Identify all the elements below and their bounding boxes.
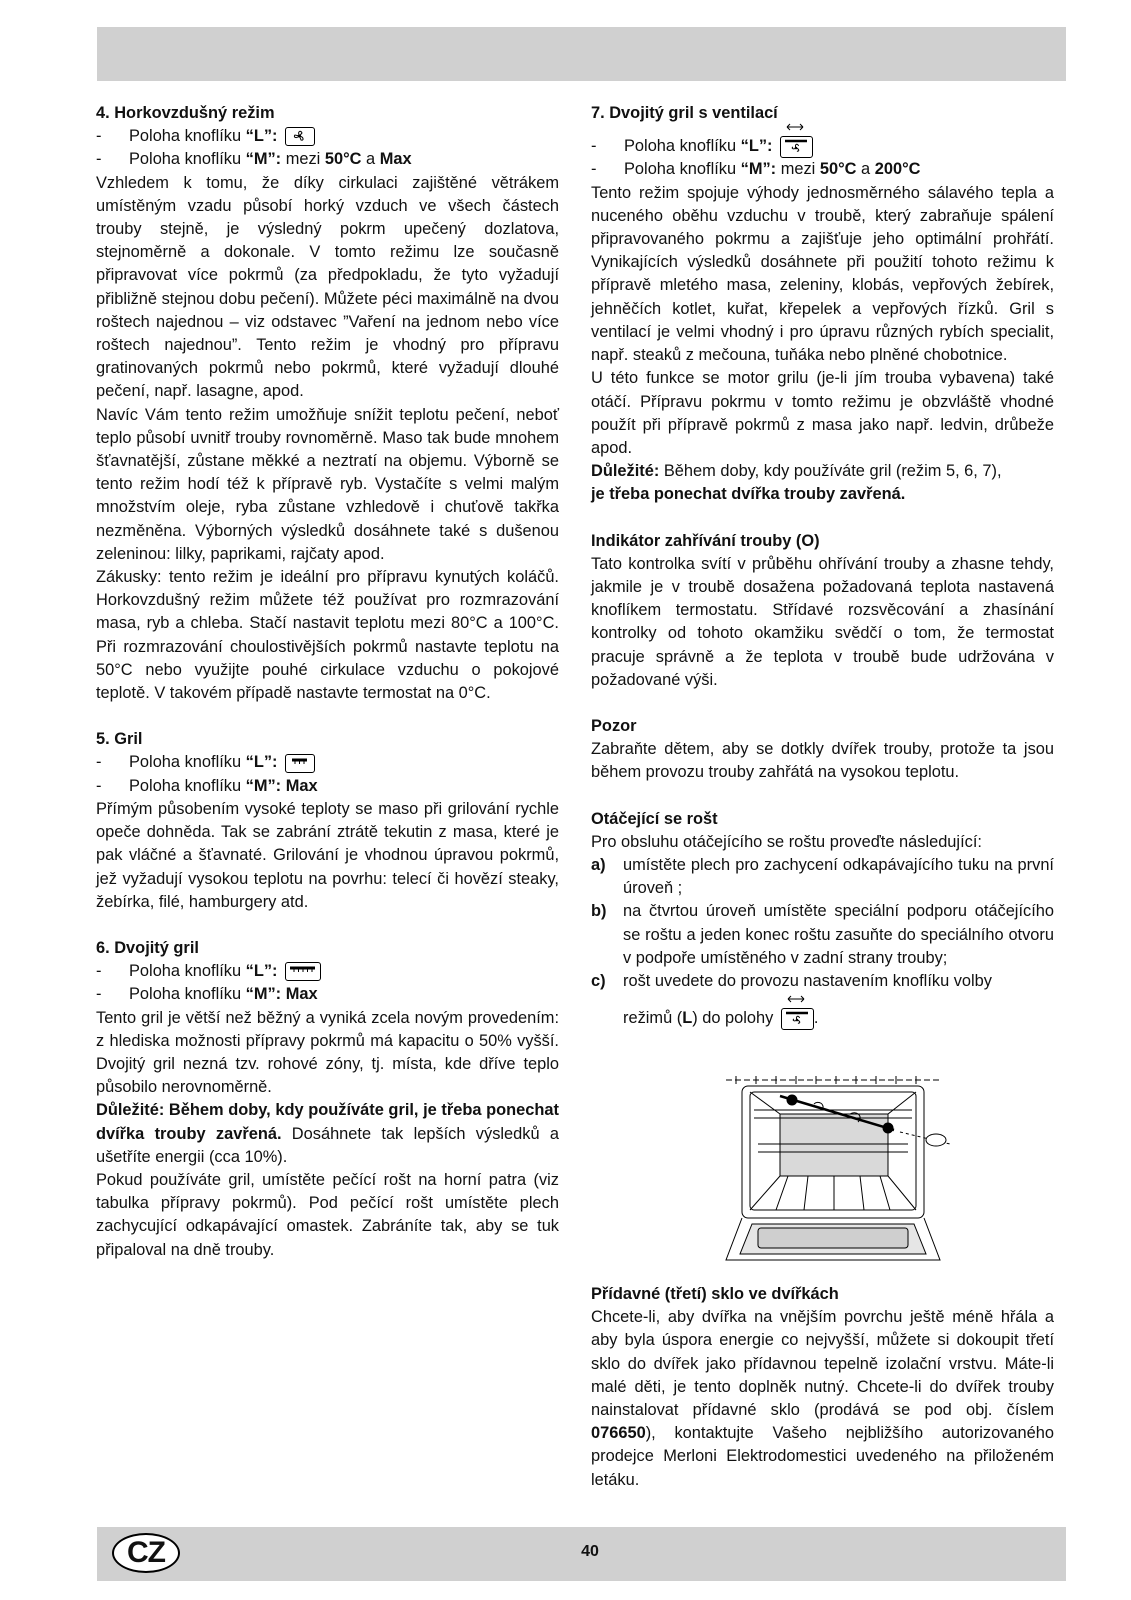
list-item: c) rošt uvedete do provozu nastavením knoflíku volby režimů (L) do polohy . [591, 970, 1054, 1030]
fan-icon [285, 127, 315, 146]
paragraph: Tento gril je větší než běžný a vyniká zcela novým provedením: z hlediska možnosti přípravy pokrmů má kapacitu o 50% vyšší. Dvojitý gril nezná tzv. rohové zóny, tj. místa, kde dříve teplo působilo nerovnoměrně. [96, 1008, 559, 1097]
left-column [96, 102, 559, 1262]
list-item: - Poloha knoflíku “M”: Max [96, 985, 318, 1004]
paragraph: Vzhledem k tomu, že díky cirkulaci zajištěné větrákem umístěným vzadu působí horký vzduch ve všech částech trouby stejně, je výsledný pokrm upečený dozlatova, stejnoměrně a dokonale. V tomto režimu lze současně připravovat více pokrmů (za předpokladu, že tyto vyžadují přibližně stejnou dobu pečení). Můžete péci maximálně na dvou roštech najednou – viz odstavec ”Vaření na jednom nebo více roštech najednou”. Tento režim je vhodný pro přípravu gratinovaných pokrmů nebo pokrmů, které vyžadují dlouhé pečení, např. lasagne, apod. [96, 173, 559, 401]
country-badge: CZ [112, 1533, 180, 1573]
page-number: 40 [581, 1543, 599, 1560]
paragraph: Pro obsluhu otáčejícího se roštu proveďte následující: [591, 832, 982, 851]
section-heading: 7. Dvojitý gril s ventilací [591, 104, 778, 122]
fan-grill-icon [778, 1007, 814, 1030]
list-item: - Poloha knoflíku “L”: [96, 960, 559, 983]
paragraph: U této funkce se motor grilu (je-li jím trouba vybavena) také otáčí. Přípravu pokrmu v tomto režimu je obzvláště vhodné použít při přípravě pokrmů z masa jako např. ledvin, drůbeže apod. [591, 369, 1054, 457]
section-heading: Pozor [591, 716, 637, 735]
paragraph: Navíc Vám tento režim umožňuje snížit teplotu pečení, neboť teplo působí uvnitř trouby rovnoměrně. Maso tak bude mnohem šťavnatější, zůstane měkké a neztratí na objemu. Výborně se tento režim hodí též k přípravě ryb. Vystačíte s velmi malým množstvím oleje, ryba zůstane vzhledově i chuťově takřka nezměněna. Výborných výsledků dosáhnete také s dušenou zeleninou: lilky, paprikami, rajčaty apod. [96, 405, 559, 563]
paragraph: Pokud používáte gril, umístěte pečící rošt na horní patra (viz tabulka přípravy pokrmů). Pod pečící rošt umístěte plech zachycující odkapávající omastek. Zabráníte tak, aby se tuk připaloval na dně trouby. [96, 1170, 559, 1259]
list-item: - Poloha knoflíku “L”: [96, 125, 559, 148]
list-item: - Poloha knoflíku “L”: [96, 751, 559, 774]
paragraph: Přímým působením vysoké teploty se maso při grilování rychle opeče dohněda. Tak se zabrání ztrátě tekutin z masa, které je pak vláčné a šťavnaté. Grilování je vhodnou úpravou pokrmů, jež vyžadují vysokou teplotu na povrhu: telecí či hovězí steaky, žebírka, filé, hamburgery atd. [96, 799, 559, 911]
section-heading: Přídavné (třetí) sklo ve dvířkách [591, 1285, 839, 1303]
section-heading: Indikátor zahřívání trouby (O) [591, 531, 820, 550]
oven-rotisserie-illustration [718, 1074, 958, 1274]
list-item: b) na čtvrtou úroveň umístěte speciální podporu otáčejícího se roštu a jeden konec roštu zasuňte do speciálního otvoru v podpoře umístěného v zadní strany trouby; [591, 902, 1054, 967]
right-column [591, 102, 1054, 1030]
section-heading: 4. Horkovzdušný režim [96, 104, 275, 122]
paragraph: Chcete-li, aby dvířka na vnějším povrchu ještě méně hřála a aby byla úspora energie co nejvyšší, můžete si dokoupit třetí sklo do dvířek jako přídavnou tepelně izolační vrstvu. Máte-li malé děti, je tento doplněk nutný. Chcete-li do dvířek trouby nainstalovat přídavné sklo (prodává se pod obj. číslem 076650), kontaktujte Vašeho nejbližšího autorizovaného prodejce Merloni Elektrodomestici uvedeného na přiloženém letáku. [591, 1308, 1054, 1489]
section-heading: 5. Gril [96, 730, 143, 749]
double-grill-icon [285, 962, 321, 981]
fan-grill-icon [777, 135, 813, 158]
list-item: a) umístěte plech pro zachycení odkapávajícího tuku na první úroveň ; [591, 855, 1054, 898]
list-item: - Poloha knoflíku “M”: mezi 50°C a Max [96, 150, 412, 169]
list-item: - Poloha knoflíku “L”: [591, 135, 1054, 158]
paragraph: Důležité: Během doby, kdy používáte gril, je třeba ponechat dvířka trouby zavřená. Dosáhnete tak lepších výsledků a ušetříte energii (cca 10%). [96, 1101, 559, 1166]
paragraph: Zabraňte dětem, aby se dotkly dvířek trouby, protože ta jsou během provozu trouby zahřátá na vysokou teplotu. [591, 740, 1054, 782]
section-heading: Otáčející se rošt [591, 809, 718, 828]
section-heading: 6. Dvojitý gril [96, 938, 199, 957]
list-item: - Poloha knoflíku “M”: mezi 50°C a 200°C [591, 160, 921, 179]
header-bar [97, 27, 1066, 81]
list-item: - Poloha knoflíku “M”: Max [96, 776, 318, 795]
paragraph: Tento režim spojuje výhody jednosměrného sálavého tepla a nuceného oběhu vzduchu v troubě, který zabraňuje spálení připravovaného pokrmu a zajišťuje jeho optimální prohřátí. Vynikajících výsledků dosáhnete při použití tohoto režimu k přípravě mletého masa, zeleniny, klobás, vepřových žebírek, jehněčích kotlet, kuřat, křepelek a vepřových řízků. Gril s ventilací je velmi vhodný i pro úpravu různých rybích specialit, např. steaků z mečouna, tuňáka nebo plněné chobotnice. [591, 183, 1054, 365]
paragraph: Tato kontrolka svítí v průběhu ohřívání trouby a zhasne tehdy, jakmile je v troubě dosažena požadovaná teplota nastavená knoflíkem termostatu. Střídavé rozsvěcování a zhasínání kontrolky od tohoto okamžiku svědčí o tom, že termostat pracuje správně a že teplota v troubě bude udržována v požadované výši. [591, 554, 1054, 689]
glass-section [591, 1283, 1054, 1492]
paragraph: Zákusky: tento režim je ideální pro přípravu kynutých koláčů. Horkovzdušný režim můžete též používat pro rozmrazování masa, ryb a chleba. Stačí nastavit teplotu mezi 80°C a 100°C. Při rozmrazování choulostivějších pokrmů nastavte teplotu na 50°C nebo využijte pouhé cirkulace vzduchu o pokojové teplotě. V takovém případě nastavte termostat na 0°C. [96, 568, 559, 703]
grill-icon [285, 754, 315, 773]
paragraph: Důležité: Během doby, kdy používáte gril (režim 5, 6, 7), je třeba ponechat dvířka trouby zavřená. [591, 462, 1002, 504]
